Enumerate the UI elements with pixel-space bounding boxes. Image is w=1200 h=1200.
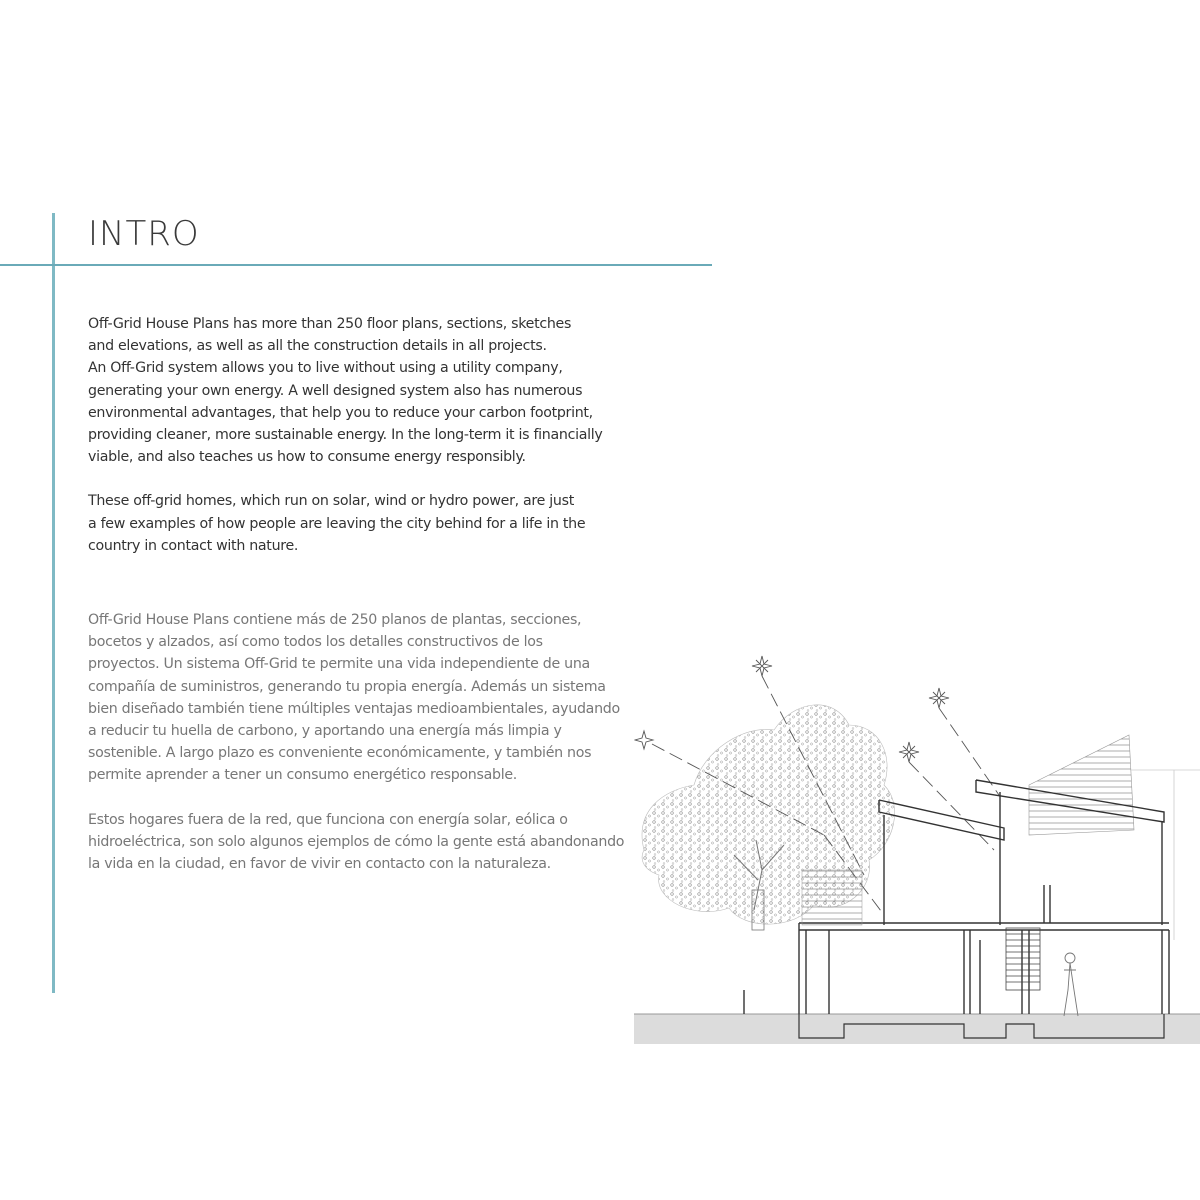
text-line: providing cleaner, more sustainable energy. In the long-term it is financially [88, 427, 603, 444]
page-title: INTRO [88, 214, 200, 254]
text-line: Off-Grid House Plans has more than 250 floor plans, sections, sketches [88, 316, 572, 332]
english-text [88, 313, 648, 557]
text-line: permite aprender a tener un consumo energético responsable. [88, 767, 517, 784]
text-line: sostenible. A largo plazo es conveniente económicamente, y también nos [88, 745, 592, 762]
spanish-text [88, 609, 648, 875]
english-paragraph-2 [88, 490, 648, 557]
text-line: An Off-Grid system allows you to live without using a utility company, [88, 360, 563, 377]
english-paragraph-1 [88, 313, 648, 468]
solar-panel-hatched [1029, 735, 1134, 835]
text-line: bien diseñado también tiene múltiples ventajas medioambientales, ayudando [88, 700, 620, 717]
ground-band [634, 1014, 1200, 1044]
text-line: proyectos. Un sistema Off-Grid te permite una vida independiente de una [88, 656, 590, 673]
accent-horizontal-rule [0, 264, 712, 266]
text-line: a reducir tu huella de carbono, y aportando una energía más limpia y [88, 723, 562, 740]
accent-vertical-rule [52, 213, 55, 993]
text-line: and elevations, as well as all the construction details in all projects. [88, 338, 547, 355]
text-line: bocetos y alzados, así como todos los detalles constructivos de los [88, 634, 543, 651]
spanish-paragraph-1 [88, 609, 648, 787]
text-line: hidroeléctrica, son solo algunos ejemplos de cómo la gente está abandonando [88, 833, 625, 850]
text-line: compañía de suministros, generando tu propia energía. Además un sistema [88, 678, 606, 695]
person-figure [1064, 953, 1078, 1016]
text-line: environmental advantages, that help you to reduce your carbon footprint, [88, 404, 593, 421]
text-line: Off-Grid House Plans contiene más de 250 planos de plantas, secciones, [88, 612, 582, 628]
spanish-paragraph-2 [88, 809, 648, 876]
text-line: Estos hogares fuera de la red, que funciona con energía solar, eólica o [88, 811, 568, 828]
hatched-wall [802, 870, 862, 925]
text-line: la vida en la ciudad, en favor de vivir en contacto con la naturaleza. [88, 856, 551, 873]
house-section-drawing [634, 640, 1200, 1050]
text-line: viable, and also teaches us how to consume energy responsibly. [88, 449, 526, 466]
text-line: These off-grid homes, which run on solar, wind or hydro power, are just [88, 493, 574, 510]
text-line: a few examples of how people are leaving the city behind for a life in the [88, 515, 586, 532]
staircase [1006, 928, 1040, 990]
text-line: country in contact with nature. [88, 537, 299, 554]
text-line: generating your own energy. A well designed system also has numerous [88, 382, 583, 399]
